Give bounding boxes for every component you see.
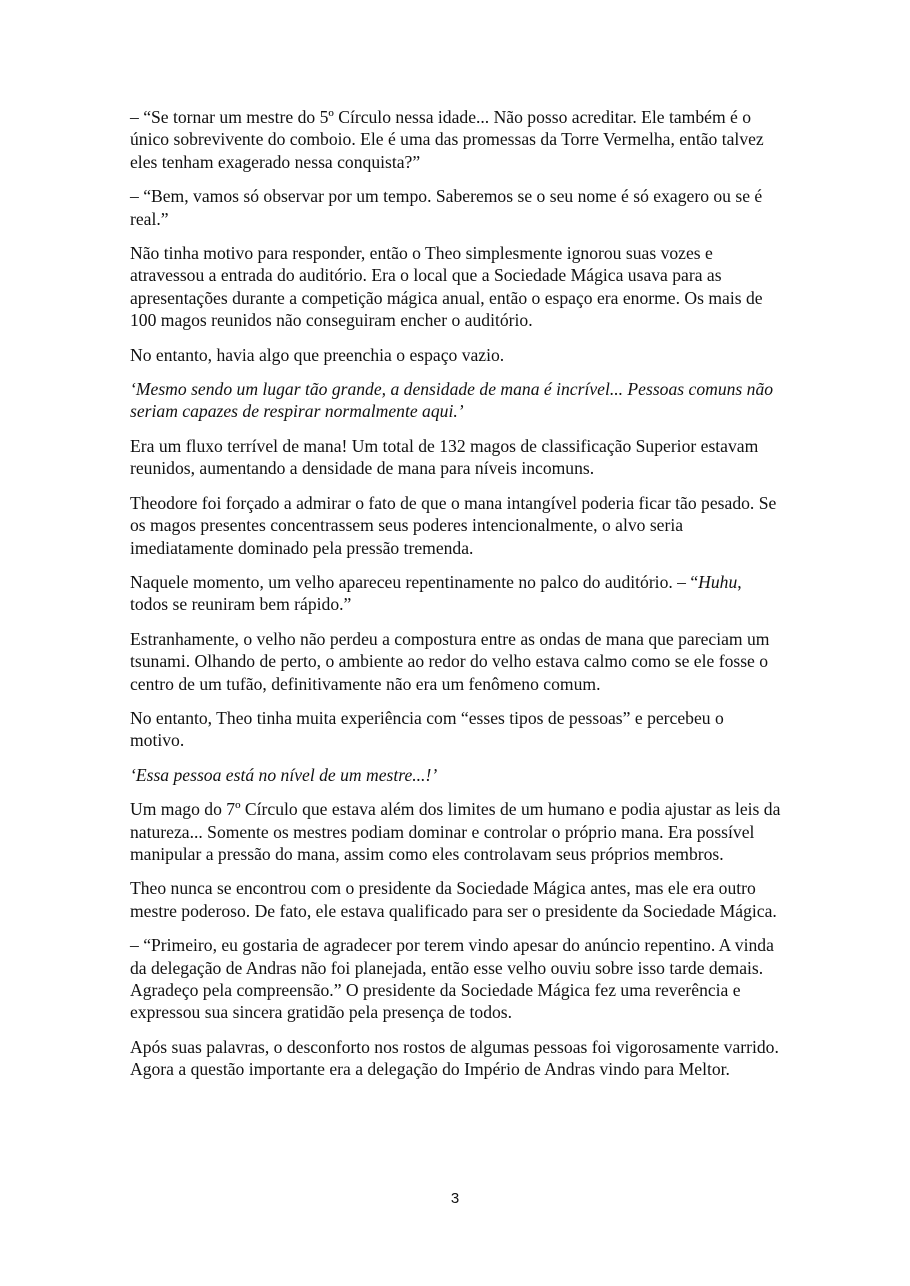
paragraph-7: Estranhamente, o velho não perdeu a compostura entre as ondas de mana que pareciam um tsunami. Olhando de perto, o ambiente ao redor do velho estava calmo como se ele fosse o centro de um tufão, definitivamente não era um fenômeno comum. [130,628,770,694]
paragraph-11: – “Primeiro, eu gostaria de agradecer por terem vindo apesar do anúncio repentino. A vinda da delegação de Andras não foi planejada, então esse velho ouviu sobre isso tarde demais. Agradeço pela compreensão.” O presidente da Sociedade Mágica fez uma reverência e expressou sua sincera gratidão pela presença de todos. [130,935,774,1023]
page-body [130,106,782,1093]
old-man-text-after: , todos se reuniram bem rápido.” [130,571,742,615]
thought-paragraph-2: ‘Essa pessoa está no nível de um mestre...!’ [130,764,438,785]
paragraph-10: Theo nunca se encontrou com o presidente da Sociedade Mágica antes, mas ele era outro mestre poderoso. De fato, ele estava qualificado para ser o presidente da Sociedade Mágica. [130,878,777,921]
paragraph-6: Theodore foi forçado a admirar o fato de que o mana intangível poderia ficar tão pesado. Se os magos presentes concentrassem seus poderes intencionalmente, o alvo seria imediatamente dominado pela pressão tremenda. [130,492,777,558]
paragraph-8: No entanto, Theo tinha muita experiência com “esses tipos de pessoas” e percebeu o motivo. [130,707,724,751]
thought-paragraph-1: ‘Mesmo sendo um lugar tão grande, a densidade de mana é incrível... Pessoas comuns não seriam capazes de respirar normalmente aqui.’ [130,379,774,422]
paragraph-4: No entanto, havia algo que preenchia o espaço vazio. [130,344,505,365]
paragraph-3: Não tinha motivo para responder, então o Theo simplesmente ignorou suas vozes e atravessou a entrada do auditório. Era o local que a Sociedade Mágica usava para as apresentações durante a competição mágica anual, então o espaço era enorme. Os mais de 100 magos reunidos não conseguiram encher o auditório. [130,243,763,331]
paragraph-12: Após suas palavras, o desconforto nos rostos de algumas pessoas foi vigorosamente varrido. Agora a questão importante era a delegação do Império de Andras vindo para Meltor. [130,1036,779,1080]
paragraph-2: – “Bem, vamos só observar por um tempo. Saberemos se o seu nome é só exagero ou se é real.” [130,186,763,229]
paragraph-5: Era um fluxo terrível de mana! Um total de 132 magos de classificação Superior estavam reunidos, aumentando a densidade de mana para níveis incomuns. [130,435,759,479]
page-number: 3 [450,1190,460,1207]
paragraph-old-man-appears [130,571,782,616]
old-man-laugh: Huhu [698,571,738,592]
old-man-text-before: Naquele momento, um velho apareceu repentinamente no palco do auditório. – “ [130,571,699,592]
paragraph-9: Um mago do 7º Círculo que estava além dos limites de um humano e podia ajustar as leis da natureza... Somente os mestres podiam dominar e controlar o próprio mana. Era possível manipular a pressão do mana, assim como eles controlavam seus próprios membros. [130,799,781,864]
paragraph-1: – “Se tornar um mestre do 5º Círculo nessa idade... Não posso acreditar. Ele também é o único sobrevivente do comboio. Ele é uma das promessas da Torre Vermelha, então talvez eles tenham exagerado nessa conquista?” [130,107,764,172]
